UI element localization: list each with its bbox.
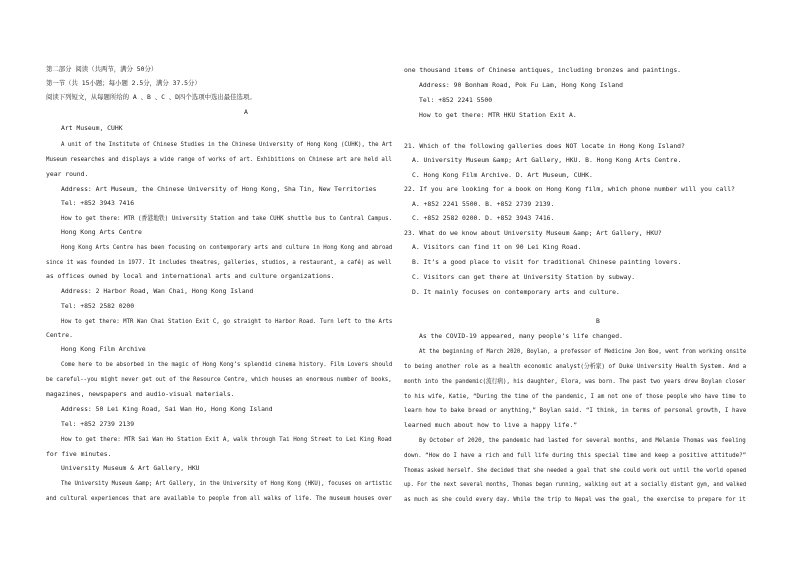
- paragraph-line: Come here to be absorbed in the magic of Hong Kong’s splendid cinema history. Film Lovers should: [61, 360, 393, 368]
- address-line: Address: 2 Harbor Road, Wan Chai, Hong Kong Island: [61, 287, 254, 295]
- option-line: D. It mainly focuses on contemporary arts and culture.: [412, 288, 620, 296]
- directions-line: Centre.: [46, 331, 73, 339]
- directions-line: for five minutes.: [46, 450, 112, 458]
- option-line: A. University Museum &amp; Art Gallery, HKU. B. Hong Kong Arts Centre.: [412, 156, 682, 164]
- paragraph-line: A unit of the Institute of Chinese Studies in the Chinese University of Hong Kong (CUHK), the Art: [61, 140, 393, 148]
- paragraph-line: since it was founded in 1977. It includes theatres, galleries, studios, a restaurant, a café) as well: [46, 258, 392, 266]
- option-line: C. Visitors can get there at University Station by subway.: [412, 273, 636, 281]
- option-line: B. It’s a good place to visit for traditional Chinese painting lovers.: [412, 258, 682, 266]
- paragraph-line: learned much about how to live a happy life.”: [404, 421, 578, 429]
- tel-line: Tel: +852 2582 0200: [61, 302, 135, 310]
- paragraph-line: Thomas asked herself. She decided that she needed a goal that she could work out until the world opened: [404, 466, 747, 474]
- passage-label-a: A: [244, 108, 248, 116]
- paragraph-line: to being another role as a health economic analyst(分析家) of Duke University Health System. And a: [404, 362, 747, 370]
- question-23: 23. What do we know about University Museum &amp; Art Gallery, HKU?: [404, 229, 662, 237]
- paragraph-line: as offices owned by local and international arts and culture organizations.: [46, 272, 335, 280]
- address-line: Address: 50 Lei King Road, Sai Wan Ho, Hong Kong Island: [61, 405, 273, 413]
- directions-line: How to get there: MTR Sai Wan Ho Station Exit A, walk through Tai Hong Street to Lei King Road: [61, 435, 392, 443]
- venue-title: Art Museum, CUHK: [61, 124, 123, 132]
- paragraph-line: one thousand items of Chinese antiques, including bronzes and paintings.: [404, 66, 682, 74]
- option-line: A. +852 2241 5500. B. +852 2739 2139.: [412, 200, 555, 208]
- paragraph-line: month into the pandemic(流行病), his daughter, Elora, was born. The past two years drew Boylan closer: [404, 377, 746, 385]
- passage-label-b: B: [596, 317, 600, 325]
- venue-title: University Museum & Art Gallery, HKU: [61, 464, 200, 472]
- paragraph-line: magazines, newspapers and audio-visual materials.: [46, 390, 235, 398]
- instructions: 阅读下列短文，从每题所给的 A 、B 、C 、D四个选项中选出最佳选项。: [46, 93, 256, 101]
- question-21: 21. Which of the following galleries does NOT locate in Hong Kong Island?: [404, 142, 685, 150]
- subsection-heading: 第一节（共 15小题；每小题 2.5分，满分 37.5分）: [46, 79, 201, 87]
- directions-line: How to get there: MTR (香港地铁) University Station and take CUHK shuttle bus to Central Campus.: [61, 214, 393, 222]
- paragraph-line: By October of 2020, the pandemic had lasted for several months, and Melanie Thomas was feeling: [419, 436, 746, 444]
- paragraph-line: Hong Kong Arts Centre has been focusing on contemporary arts and culture in Hong Kong and abroad: [61, 243, 393, 251]
- paragraph-line: down. “How do I have a rich and full life during this special time and keep a positive attitude?”: [404, 451, 747, 459]
- directions-line: How to get there: MTR Wan Chai Station Exit C, go straight to Harbor Road. Turn left to the Arts: [61, 317, 393, 325]
- tel-line: Tel: +852 2739 2139: [61, 420, 135, 428]
- paragraph-line: At the beginning of March 2020, Boylan, a professor of Medicine Jon Boe, went from working onsite: [419, 347, 747, 355]
- paragraph-line: As the COVID-19 appeared, many people’s life changed.: [419, 332, 623, 340]
- paragraph-line: Museum researches and displays a wide range of works of art. Exhibitions on Chinese art are held all: [46, 155, 392, 163]
- option-line: A. Visitors can find it on 90 Lei King Road.: [412, 243, 582, 251]
- directions-line: How to get there: MTR HKU Station Exit A.: [419, 111, 577, 119]
- paragraph-line: and cultural experiences that are available to people from all walks of life. The museum houses over: [46, 494, 392, 502]
- paragraph-line: The University Museum &amp; Art Gallery, in the University of Hong Kong (HKU), focuses on artistic: [61, 479, 393, 487]
- address-line: Address: Art Museum, the Chinese University of Hong Kong, Sha Tin, New Territories: [61, 185, 377, 193]
- option-line: C. +852 2582 0200. D. +852 3943 7416.: [412, 214, 555, 222]
- paragraph-line: year round.: [46, 170, 89, 178]
- paragraph-line: be careful--you might never get out of the Resource Centre, which houses an enormous number of books,: [46, 375, 392, 383]
- venue-title: Hong Kong Arts Centre: [61, 228, 142, 236]
- section-heading: 第二部分 阅读（共两节，满分 50分）: [46, 65, 158, 73]
- paragraph-line: to his wife, Katie, “During the time of the pandemic, I am not one of those people who have time to: [404, 392, 746, 400]
- tel-line: Tel: +852 2241 5500: [419, 96, 493, 104]
- tel-line: Tel: +852 3943 7416: [61, 199, 135, 207]
- option-line: C. Hong Kong Film Archive. D. Art Museum, CUHK.: [412, 171, 593, 179]
- paragraph-line: up. For the next several months, Thomas began running, walking out at a socially distant gym, and walked: [404, 480, 747, 488]
- address-line: Address: 90 Bonham Road, Pok Fu Lam, Hong Kong Island: [419, 81, 623, 89]
- paragraph-line: learn how to bake bread or anything,” Boylan said. “I think, in terms of personal growth, I have: [404, 406, 747, 414]
- venue-title: Hong Kong Film Archive: [61, 345, 146, 353]
- paragraph-line: as much as she could every day. While the trip to Nepal was the goal, the exercise to prepare for it: [404, 495, 746, 503]
- question-22: 22. If you are looking for a book on Hong Kong film, which phone number will you call?: [404, 185, 735, 193]
